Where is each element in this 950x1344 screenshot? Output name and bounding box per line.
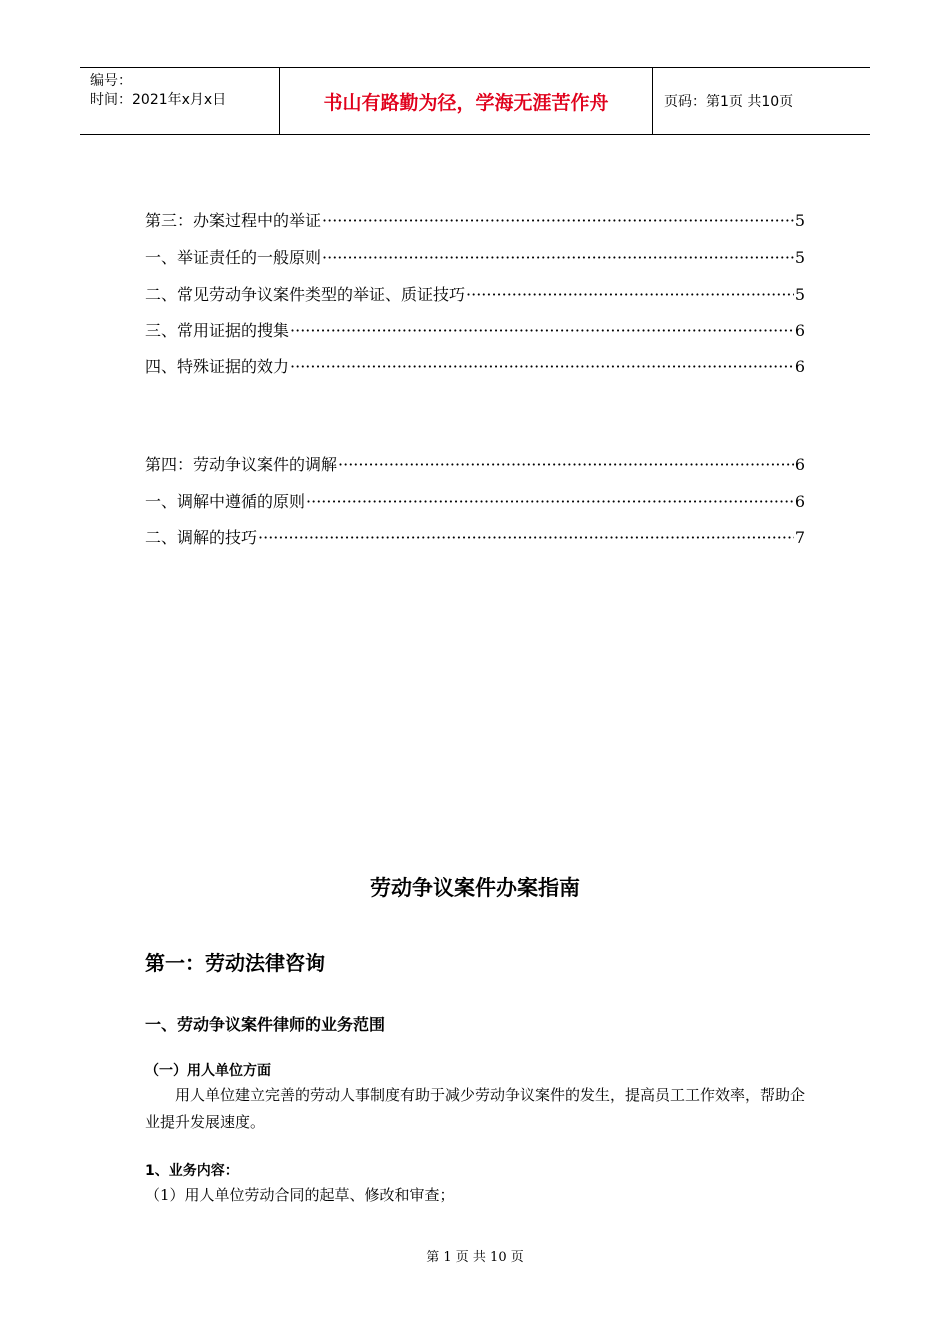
toc-leader-dots	[290, 357, 794, 376]
toc-entry[interactable]	[145, 452, 805, 474]
toc-entry[interactable]	[145, 282, 805, 304]
toc-entry-page: 5	[794, 211, 805, 230]
header-time-label: 时间：2021年x月x日	[90, 92, 227, 108]
toc-leader-dots	[258, 528, 794, 547]
toc-leader-dots	[290, 321, 794, 340]
toc-entry-text: 一、调解中遵循的原则	[145, 492, 306, 511]
body-paragraph: 用人单位建立完善的劳动人事制度有助于减少劳动争议案件的发生，提高员工工作效率，帮助企业提升发展速度。	[145, 1086, 806, 1131]
toc-entry[interactable]	[145, 208, 805, 230]
toc-leader-dots	[322, 211, 794, 230]
page-footer: 第 1 页 共 10 页	[426, 1250, 524, 1265]
header-page-label: 页码：第1页 共10页	[664, 94, 794, 110]
toc-entry-page: 7	[794, 528, 805, 547]
toc-leader-dots	[322, 248, 794, 267]
toc-entry-page: 6	[794, 455, 805, 474]
toc-entry[interactable]	[145, 489, 805, 511]
header-table	[80, 67, 870, 135]
toc-entry[interactable]	[145, 318, 805, 340]
toc-entry[interactable]	[145, 354, 805, 376]
sub-subsection-heading: （一）用人单位方面	[145, 1063, 271, 1079]
section-heading: 第一：劳动法律咨询	[145, 951, 325, 975]
header-motto: 书山有路勤为径，学海无涯苦作舟	[280, 68, 653, 134]
toc-leader-dots	[306, 492, 794, 511]
toc-entry-page: 5	[794, 248, 805, 267]
toc-entry-text: 第四：劳动争议案件的调解	[145, 455, 338, 474]
toc-entry-text: 二、常见劳动争议案件类型的举证、质证技巧	[145, 285, 466, 304]
toc-entry-text: 三、常用证据的搜集	[145, 321, 290, 340]
toc-entry-text: 一、举证责任的一般原则	[145, 248, 322, 267]
header-meta-cell	[80, 68, 280, 134]
toc-leader-dots	[338, 455, 794, 474]
subsection-heading: 一、劳动争议案件律师的业务范围	[145, 1015, 386, 1034]
toc-entry-text: 二、调解的技巧	[145, 528, 258, 547]
toc-entry[interactable]	[145, 245, 805, 267]
list-item: （1）用人单位劳动合同的起草、修改和审查；	[145, 1186, 455, 1204]
document-title: 劳动争议案件办案指南	[370, 876, 580, 900]
toc-entry-text: 四、特殊证据的效力	[145, 357, 290, 376]
toc-entry-page: 5	[794, 285, 805, 304]
toc-entry-page: 6	[794, 492, 805, 511]
toc-entry[interactable]	[145, 525, 805, 547]
toc-entry-text: 第三：办案过程中的举证	[145, 211, 322, 230]
header-number-label: 编号：	[90, 73, 132, 89]
list-heading: 1、业务内容：	[145, 1163, 239, 1179]
toc-leader-dots	[466, 285, 794, 304]
toc-entry-page: 6	[794, 321, 805, 340]
toc-entry-page: 6	[794, 357, 805, 376]
